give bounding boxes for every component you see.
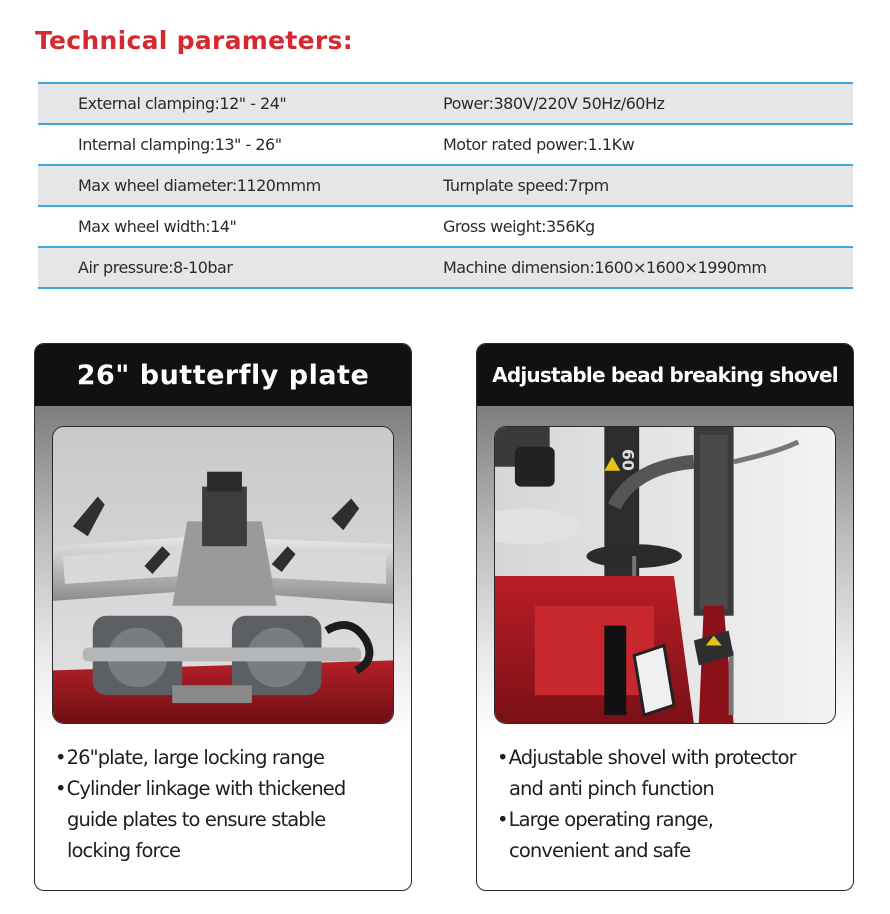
machine-number-label: 60	[618, 448, 638, 471]
spec-right: Machine dimension:1600×1600×1990mm	[443, 258, 767, 277]
spec-left: Internal clamping:13" - 26"	[78, 135, 282, 154]
bullet-text: Cylinder linkage with thickened	[66, 777, 346, 800]
butterfly-plate-image	[53, 427, 393, 723]
bullet-text: Adjustable shovel with protector	[508, 746, 796, 769]
spec-row	[38, 166, 853, 207]
bullet-text-cont: locking force	[67, 839, 181, 862]
bullet-dot: •	[55, 746, 66, 769]
spec-right: Motor rated power:1.1Kw	[443, 135, 635, 154]
bullet-text-cont: convenient and safe	[509, 839, 691, 862]
spec-row	[38, 207, 853, 248]
spec-right: Gross weight:356Kg	[443, 217, 595, 236]
bullet-text: 26"plate, large locking range	[66, 746, 325, 769]
feature-card-bead-breaking-shovel	[476, 343, 854, 891]
bullet-item	[55, 773, 411, 866]
bullet-item	[497, 742, 853, 804]
butterfly-plate-photo	[52, 426, 394, 724]
card-header: Adjustable bead breaking shovel	[477, 344, 853, 406]
spec-left: Max wheel diameter:1120mmm	[78, 176, 321, 195]
bullet-item	[55, 742, 411, 773]
card-photo-area	[477, 406, 853, 736]
feature-card-butterfly-plate	[34, 343, 412, 891]
feature-bullets	[35, 736, 411, 866]
card-header: 26" butterfly plate	[35, 344, 411, 406]
bullet-dot: •	[497, 808, 508, 831]
spec-left: Max wheel width:14"	[78, 217, 237, 236]
bead-breaker-photo	[494, 426, 836, 724]
bullet-text-cont: guide plates to ensure stable	[67, 808, 326, 831]
feature-bullets	[477, 736, 853, 866]
spec-left: External clamping:12" - 24"	[78, 94, 287, 113]
bullet-text: Large operating range,	[508, 808, 714, 831]
spec-row	[38, 84, 853, 125]
bullet-text-cont: and anti pinch function	[509, 777, 714, 800]
bullet-dot: •	[497, 746, 508, 769]
spec-row	[38, 125, 853, 166]
spec-table	[38, 82, 853, 289]
spec-left: Air pressure:8-10bar	[78, 258, 233, 277]
card-photo-area	[35, 406, 411, 736]
page-title: Technical parameters:	[35, 26, 354, 55]
spec-right: Turnplate speed:7rpm	[443, 176, 609, 195]
bullet-item	[497, 804, 853, 866]
spec-row	[38, 248, 853, 289]
bullet-dot: •	[55, 777, 66, 800]
spec-right: Power:380V/220V 50Hz/60Hz	[443, 94, 665, 113]
bead-breaker-image	[495, 427, 835, 723]
